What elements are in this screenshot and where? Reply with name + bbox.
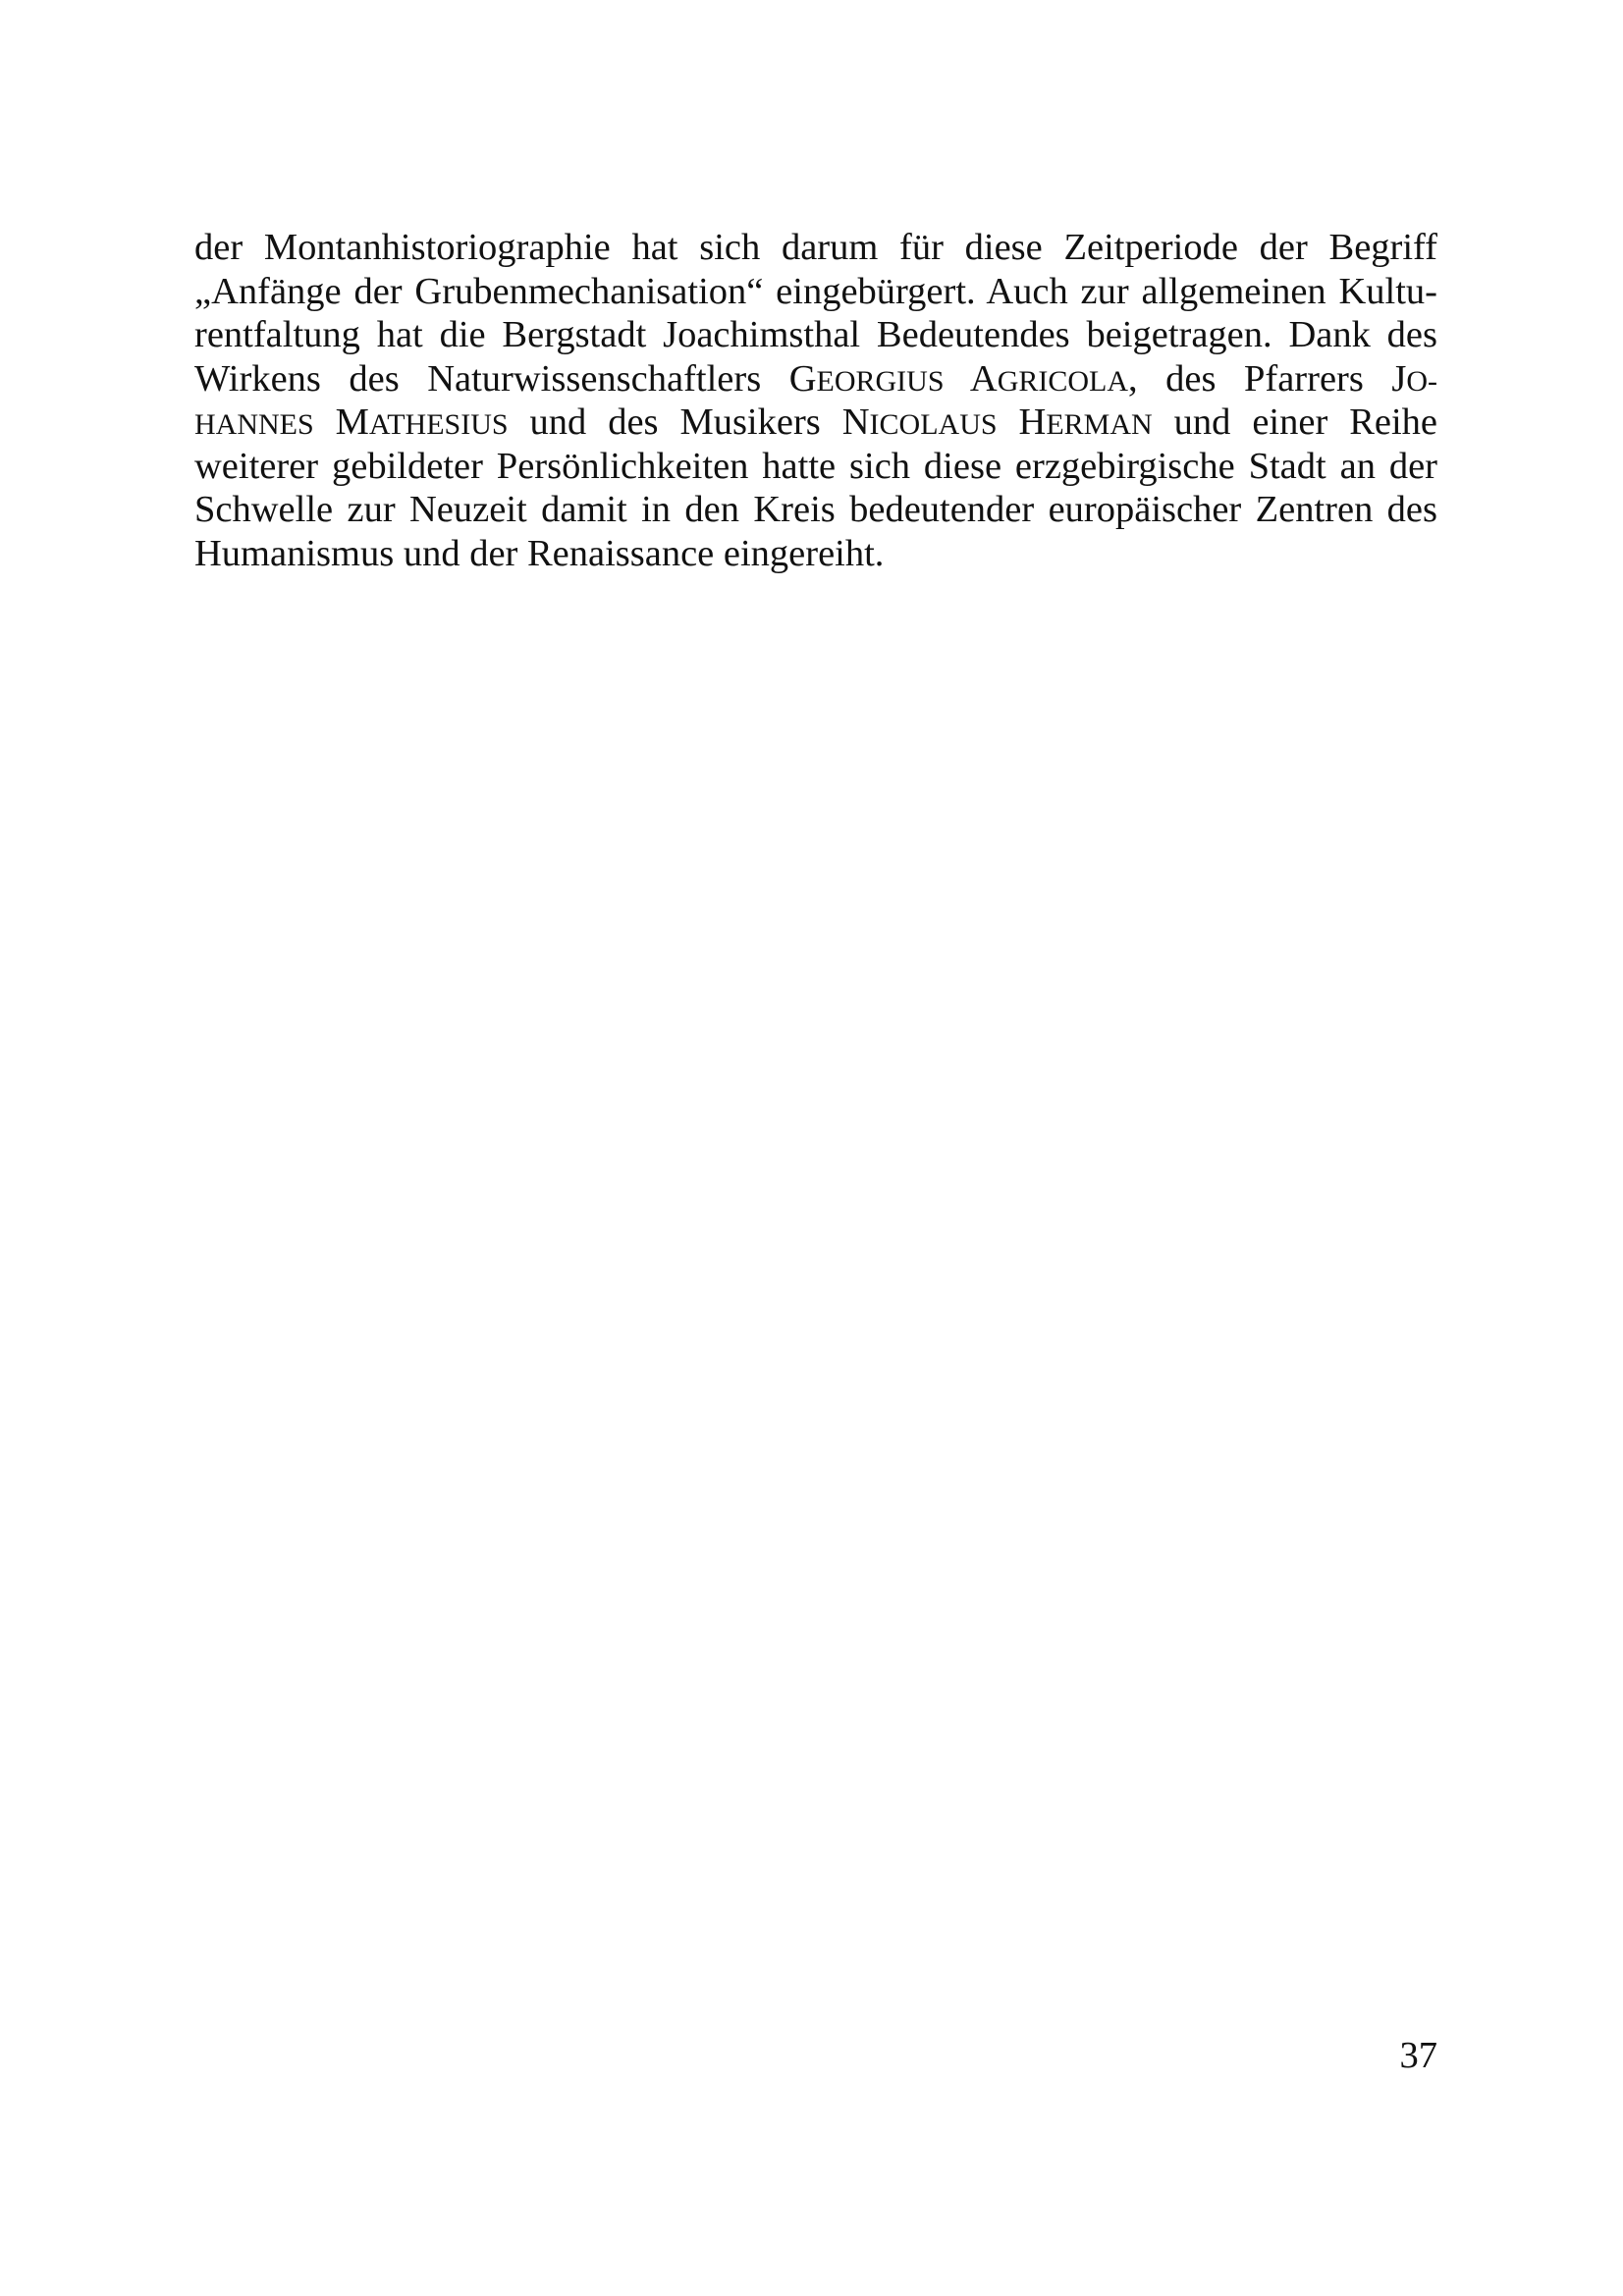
small-caps-text: G	[788, 357, 817, 400]
text-run: Schwelle zur Neuzeit damit in den Kreis bedeutender europäischer Zentren des	[194, 489, 1437, 530]
small-caps-text: ERMAN	[1046, 408, 1153, 441]
small-caps-text: N	[841, 401, 870, 443]
text-line	[194, 400, 1437, 445]
small-caps-text: O-	[1406, 364, 1437, 398]
text-line	[194, 313, 1437, 357]
body-paragraph	[194, 226, 1437, 575]
small-caps-text: H	[1018, 401, 1047, 443]
text-run: Humanismus und der Renaissance eingereiht.	[194, 532, 885, 574]
small-caps-text: ICOLAUS	[869, 408, 998, 441]
text-run: rentfaltung hat die Bergstadt Joachimsthal Bedeutendes beigetragen. Dank des	[194, 314, 1437, 355]
text-run: und des Musikers	[508, 401, 842, 443]
small-caps-text: GRICOLA	[997, 364, 1129, 398]
small-caps-text: A	[969, 357, 998, 400]
text-run: weiterer gebildeter Persönlichkeiten hatte sich diese erzgebirgische Stadt an der	[194, 445, 1437, 487]
text-run	[998, 401, 1019, 443]
page-number: 37	[1399, 2035, 1437, 2076]
text-line	[194, 226, 1437, 270]
text-run: und einer Reihe	[1152, 401, 1438, 443]
text-run	[945, 358, 970, 400]
text-run: der Montanhistoriographie hat sich darum für diese Zeitperiode der Begriff	[194, 227, 1437, 268]
small-caps-text: EORGIUS	[816, 364, 945, 398]
text-line	[194, 357, 1437, 401]
small-caps-text: HANNES	[194, 408, 314, 441]
text-line	[194, 532, 1437, 576]
text-run: Wirkens des Naturwissenschaftlers	[194, 357, 789, 400]
text-run: , des Pfarrers	[1128, 357, 1392, 400]
text-run: „Anfänge der Grubenmechanisation“ eingebürgert. Auch zur allgemeinen Kultu-	[194, 270, 1437, 312]
small-caps-text: ATHESIUS	[368, 408, 509, 441]
text-line	[194, 488, 1437, 532]
small-caps-text: M	[335, 401, 369, 443]
text-line	[194, 445, 1437, 489]
text-line	[194, 270, 1437, 314]
text-run	[314, 401, 336, 443]
small-caps-text: J	[1391, 357, 1407, 400]
